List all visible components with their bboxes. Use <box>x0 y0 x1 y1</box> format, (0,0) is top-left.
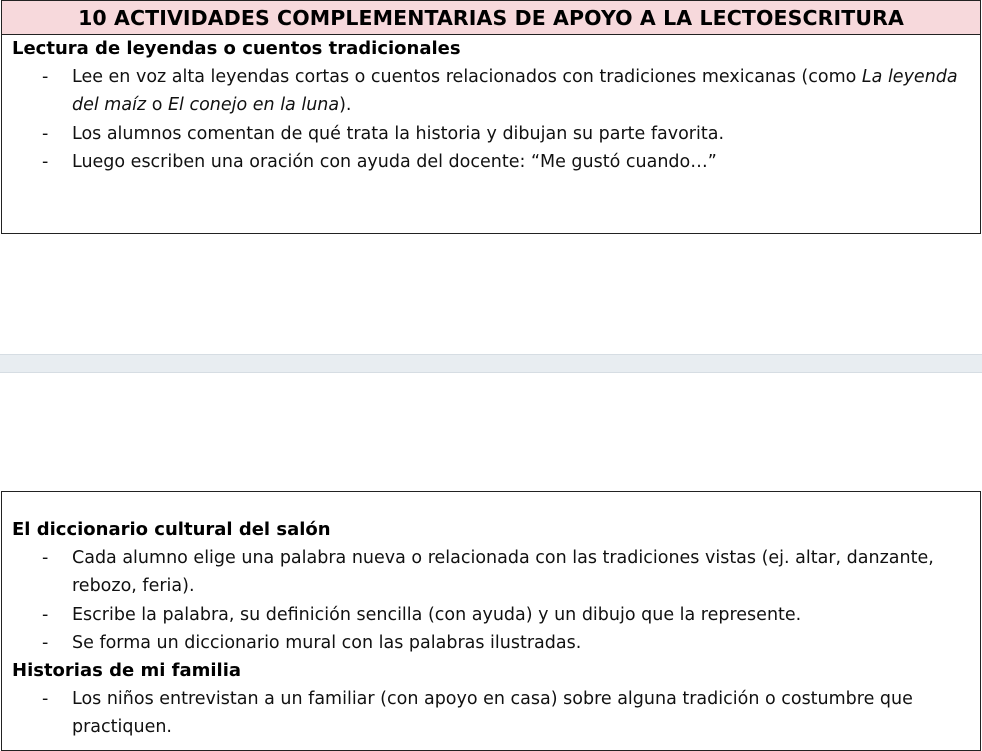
list-item-text: Escribe la palabra, su definición sencilla (con ayuda) y un dibujo que la represente. <box>72 604 802 625</box>
list-item-text: ). <box>339 95 352 116</box>
activity-section <box>2 516 980 657</box>
page-top-box <box>1 0 981 234</box>
page-bottom-box <box>1 491 981 751</box>
blank-line <box>2 492 980 516</box>
bullet-dash: - <box>42 67 49 87</box>
activity-heading: El diccionario cultural del salón <box>12 519 331 540</box>
bullet-dash: - <box>42 151 49 172</box>
activity-section <box>2 657 980 742</box>
bullet-dash: - <box>42 604 49 625</box>
list-item-text: Cada alumno elige una palabra nueva o relacionada con las tradiciones vistas (ej. altar, danzante, rebozo, feria). <box>72 548 934 597</box>
italic-title: El conejo en la luna <box>167 95 340 116</box>
list-item-text: Se forma un diccionario mural con las palabras ilustradas. <box>72 632 582 653</box>
document-title: 10 ACTIVIDADES COMPLEMENTARIAS DE APOYO A LA LECTOESCRITURA <box>2 1 980 35</box>
list-item-text: Luego escriben una oración con ayuda del docente: “Me gustó cuando…” <box>72 151 717 172</box>
bullet-dash: - <box>42 689 49 710</box>
activity-heading: Lectura de leyendas o cuentos tradicionales <box>12 38 461 59</box>
bullet-dash: - <box>42 123 49 144</box>
list-item <box>12 629 970 657</box>
list-item-text: Los alumnos comentan de qué trata la historia y dibujan su parte favorita. <box>72 123 725 144</box>
italic-title: La leyenda del maíz <box>72 67 958 116</box>
list-item-text: o <box>146 95 168 116</box>
activity-section <box>2 35 980 176</box>
activity-heading: Historias de mi familia <box>12 660 242 682</box>
list-item <box>12 544 970 601</box>
activity-list <box>12 544 970 657</box>
list-item <box>12 601 970 629</box>
activity-list <box>12 63 970 176</box>
bullet-dash: - <box>42 632 49 653</box>
list-item-text: Los niños entrevistan a un familiar (con apoyo en casa) sobre alguna tradición o costumbre que practiquen. <box>72 689 913 738</box>
list-item <box>12 685 970 742</box>
list-item <box>12 120 970 148</box>
bullet-dash: - <box>42 548 49 568</box>
list-item <box>12 148 970 176</box>
page-separator <box>0 354 982 373</box>
list-item <box>12 63 970 120</box>
activity-list <box>12 685 970 742</box>
list-item-text: Lee en voz alta leyendas cortas o cuentos relacionados con tradiciones mexicanas (como <box>72 67 862 87</box>
